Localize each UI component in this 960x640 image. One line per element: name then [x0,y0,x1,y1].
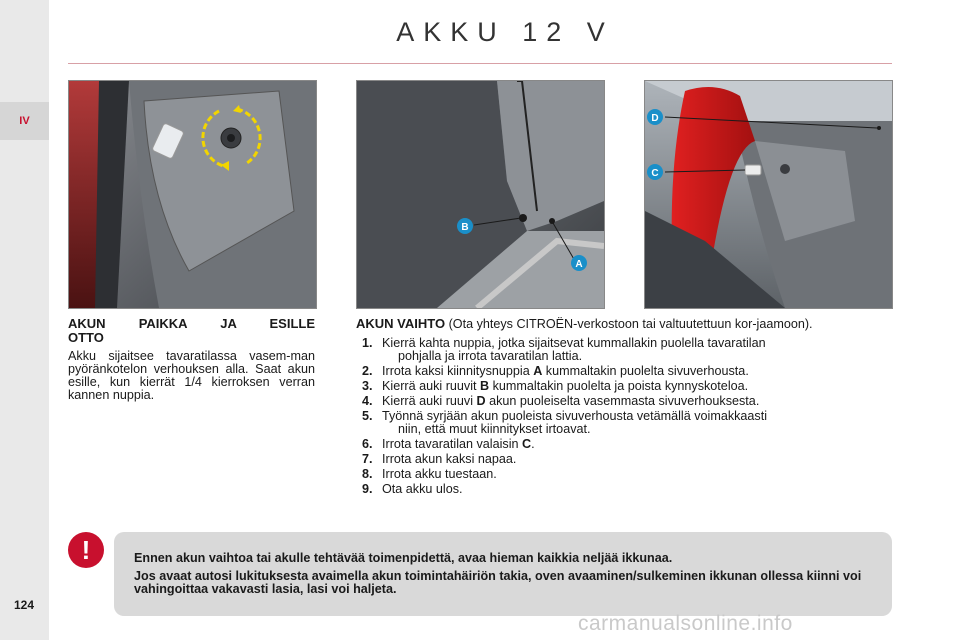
label-c-badge [647,164,663,180]
step-text [382,468,891,481]
battery-location-text: Akku sijaitsee tavaratilassa vasem-man pyöränkotelon verhouksen alla. Saat akun esille, kun kierrät 1/4 kierroksen verran kannen nuppia. [68,349,315,402]
step-text-part: Irrota akku tuestaan. [382,467,497,481]
step-text [382,438,891,451]
step-text-continued: niin, että muut kiinnitykset irtoavat. [398,422,591,436]
step-text-part: . [531,437,535,451]
step-item [356,468,891,481]
chapter-sidebar [0,0,49,640]
label-a-badge [571,255,587,271]
step-text [382,483,891,496]
step-item [356,410,891,436]
label-d-badge [647,109,663,125]
step-text-part: Työnnä syrjään akun puoleista sivuverhousta vetämällä voimakkaasti [382,409,768,423]
step-part-ref: B [480,379,490,393]
photo-side-trim [356,80,605,309]
step-part-ref: C [522,437,532,451]
step-text-part: kummaltakin puolelta sivuverhousta. [542,364,749,378]
battery-location-heading [68,317,315,345]
label-a: A [575,259,583,270]
step-number: 6. [362,437,373,451]
step-text-part: Irrota tavaratilan valaisin [382,437,522,451]
step-part-ref: A [533,364,543,378]
watermark[interactable]: carmanualsonline.info [578,612,793,635]
step-text [382,395,891,408]
step-item [356,365,891,378]
step-text-part: akun puoleiselta vasemmasta sivuverhouksesta. [485,394,760,408]
replacement-heading: AKUN VAIHTO [356,316,446,331]
warning-icon: ! [68,532,104,568]
step-text-part: kummaltakin puolelta ja poista kynnyskoteloa. [489,379,749,393]
label-b-badge [457,218,473,234]
step-item [356,395,891,408]
page-title: AKKU 12 V [396,17,614,47]
step-text [382,453,891,466]
step-text-part: Irrota kaksi kiinnitysnuppia [382,364,534,378]
warning-panel [114,532,892,616]
step-number: 3. [362,379,373,393]
step-number: 5. [362,409,373,423]
page-number: 124 [14,598,35,612]
step-text-part: Irrota akun kaksi napaa. [382,452,517,466]
photo-trunk [644,80,893,309]
title-divider [68,63,892,64]
step-text-continued: pohjalla ja irrota tavaratilan lattia. [398,349,583,363]
battery-replacement-section [356,317,891,498]
label-d: D [651,113,659,124]
label-b: B [461,222,469,233]
step-text-part: Kierrä auki ruuvit [382,379,480,393]
step-part-ref: D [476,394,486,408]
step-item [356,380,891,393]
step-number: 1. [362,336,373,350]
step-text-part: Ota akku ulos. [382,482,463,496]
step-item [356,453,891,466]
step-number: 8. [362,467,373,481]
step-number: 2. [362,364,373,378]
step-number: 4. [362,394,373,408]
step-text [382,380,891,393]
step-text-part: Kierrä auki ruuvi [382,394,477,408]
chapter-tab[interactable]: IV [0,102,49,140]
step-text-part: Kierrä kahta nuppia, jotka sijaitsevat kummallakin puolella tavaratilan [382,336,766,350]
step-number: 7. [362,452,373,466]
replacement-steps [356,337,891,496]
step-item [356,483,891,496]
warning-text-2: Jos avaat autosi lukituksesta avaimella akun toimintahäiriön takia, oven avaaminen/sulkeminen ikkunan ollessa kiinni voi vahingoittaa vakavasti lasia, lasi voi haljeta. [134,569,862,596]
photo-battery-cover [68,80,317,309]
step-item [356,337,891,363]
warning-text-1: Ennen akun vaihtoa tai akulle tehtävää toimenpidettä, avaa hieman kaikkia neljää ikkunaa. [134,551,673,565]
step-number: 9. [362,482,373,496]
replacement-intro [356,317,891,331]
heading-line-1: AKUN PAIKKA JA ESILLE [68,316,315,331]
step-item [356,438,891,451]
heading-line-2: OTTO [68,330,104,345]
step-text [382,365,891,378]
label-c: C [651,168,659,179]
replacement-note: (Ota yhteys CITROËN-verkostoon tai valtuutettuun kor-jaamoon). [448,317,813,331]
